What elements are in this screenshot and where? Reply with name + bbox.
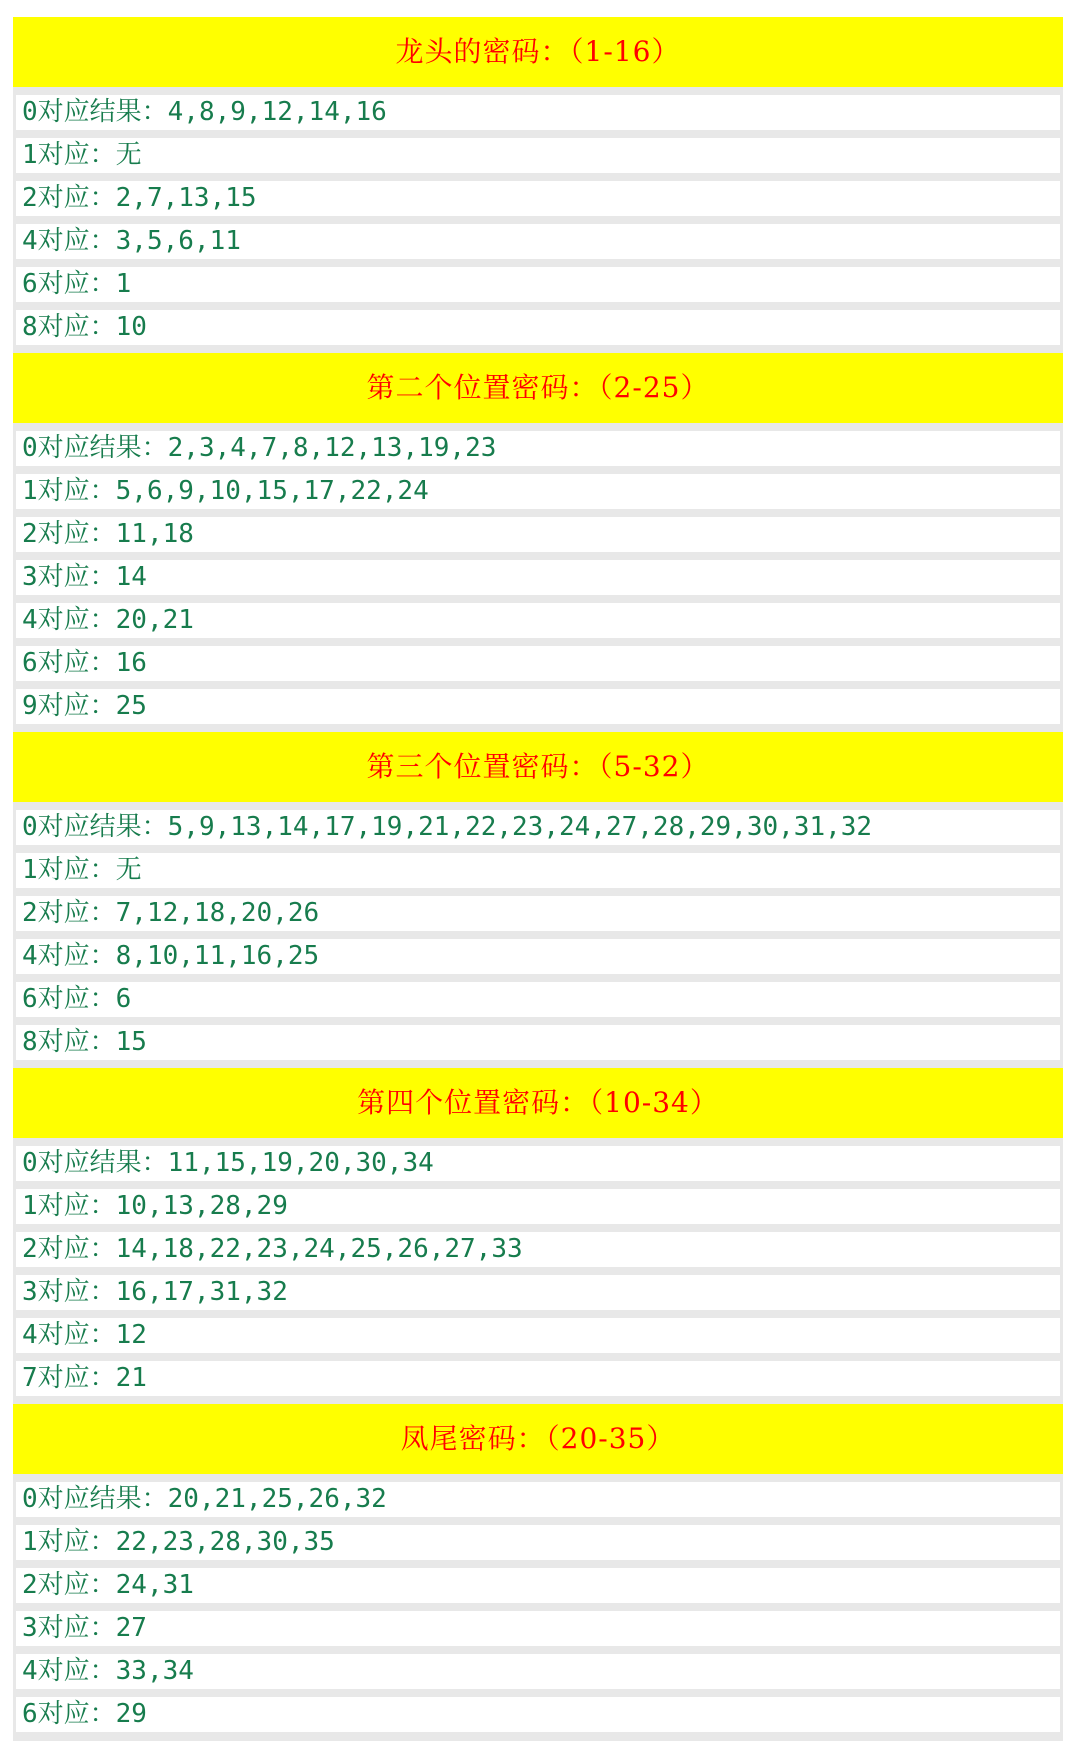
row-label: 4对应： bbox=[22, 1656, 116, 1686]
mapping-row bbox=[16, 1697, 1060, 1732]
mapping-row bbox=[16, 181, 1060, 216]
mapping-row bbox=[16, 1189, 1060, 1224]
section-rows bbox=[13, 1482, 1063, 1732]
row-label: 4对应： bbox=[22, 1320, 116, 1350]
row-value: 4,8,9,12,14,16 bbox=[167, 97, 387, 127]
row-value: 10,13,28,29 bbox=[115, 1191, 288, 1221]
row-value: 8,10,11,16,25 bbox=[115, 941, 320, 971]
mapping-row bbox=[16, 810, 1060, 845]
section-header bbox=[13, 1068, 1063, 1138]
row-label: 1对应： bbox=[22, 140, 116, 170]
row-label: 3对应： bbox=[22, 1277, 116, 1307]
section-title: 第四个位置密码：（10-34） bbox=[357, 1086, 719, 1119]
mapping-row bbox=[16, 560, 1060, 595]
mapping-row bbox=[16, 517, 1060, 552]
row-label: 3对应： bbox=[22, 1613, 116, 1643]
section-title: 第二个位置密码：（2-25） bbox=[366, 371, 710, 404]
section-header bbox=[13, 1404, 1063, 1474]
row-value: 无 bbox=[115, 140, 142, 170]
section-rows bbox=[13, 810, 1063, 1060]
row-value: 6 bbox=[115, 984, 132, 1014]
mapping-row bbox=[16, 982, 1060, 1017]
row-value: 20,21,25,26,32 bbox=[167, 1484, 387, 1514]
mapping-row bbox=[16, 431, 1060, 466]
mapping-row bbox=[16, 1568, 1060, 1603]
row-label: 6对应： bbox=[22, 648, 116, 678]
section-title: 龙头的密码：（1-16） bbox=[395, 35, 681, 68]
row-value: 3,5,6,11 bbox=[115, 226, 241, 256]
row-value: 20,21 bbox=[115, 605, 194, 635]
row-value: 11,15,19,20,30,34 bbox=[167, 1148, 434, 1178]
section-rows bbox=[13, 95, 1063, 345]
row-label: 9对应： bbox=[22, 691, 116, 721]
row-value: 16,17,31,32 bbox=[115, 1277, 288, 1307]
row-value: 33,34 bbox=[115, 1656, 194, 1686]
cipher-section bbox=[13, 1404, 1063, 1732]
row-value: 25 bbox=[115, 691, 147, 721]
row-label: 1对应： bbox=[22, 855, 116, 885]
mapping-row bbox=[16, 224, 1060, 259]
row-label: 3对应： bbox=[22, 562, 116, 592]
mapping-row bbox=[16, 1318, 1060, 1353]
mapping-row bbox=[16, 1361, 1060, 1396]
row-label: 4对应： bbox=[22, 941, 116, 971]
section-rows bbox=[13, 431, 1063, 724]
cipher-table bbox=[13, 17, 1063, 1741]
row-value: 5,9,13,14,17,19,21,22,23,24,27,28,29,30,31,32 bbox=[167, 812, 873, 842]
row-label: 0对应结果： bbox=[22, 97, 168, 127]
section-header bbox=[13, 732, 1063, 802]
row-label: 0对应结果： bbox=[22, 812, 168, 842]
row-label: 8对应： bbox=[22, 1027, 116, 1057]
mapping-row bbox=[16, 689, 1060, 724]
row-label: 1对应： bbox=[22, 1191, 116, 1221]
row-label: 6对应： bbox=[22, 984, 116, 1014]
mapping-row bbox=[16, 603, 1060, 638]
row-label: 2对应： bbox=[22, 1234, 116, 1264]
mapping-row bbox=[16, 1525, 1060, 1560]
mapping-row bbox=[16, 1146, 1060, 1181]
mapping-row bbox=[16, 474, 1060, 509]
row-label: 2对应： bbox=[22, 183, 116, 213]
row-value: 14 bbox=[115, 562, 147, 592]
mapping-row bbox=[16, 939, 1060, 974]
row-value: 29 bbox=[115, 1699, 147, 1729]
cipher-section bbox=[13, 17, 1063, 345]
row-label: 2对应： bbox=[22, 519, 116, 549]
cipher-section bbox=[13, 1068, 1063, 1396]
row-value: 1 bbox=[115, 269, 132, 299]
row-value: 27 bbox=[115, 1613, 147, 1643]
mapping-row bbox=[16, 267, 1060, 302]
row-value: 12 bbox=[115, 1320, 147, 1350]
row-label: 1对应： bbox=[22, 1527, 116, 1557]
row-label: 0对应结果： bbox=[22, 1148, 168, 1178]
section-header bbox=[13, 17, 1063, 87]
row-value: 10 bbox=[115, 312, 147, 342]
section-header bbox=[13, 353, 1063, 423]
row-label: 0对应结果： bbox=[22, 1484, 168, 1514]
row-label: 2对应： bbox=[22, 1570, 116, 1600]
row-label: 0对应结果： bbox=[22, 433, 168, 463]
row-label: 7对应： bbox=[22, 1363, 116, 1393]
mapping-row bbox=[16, 310, 1060, 345]
cipher-section bbox=[13, 732, 1063, 1060]
row-label: 8对应： bbox=[22, 312, 116, 342]
row-label: 4对应： bbox=[22, 605, 116, 635]
mapping-row bbox=[16, 896, 1060, 931]
section-title: 凤尾密码：（20-35） bbox=[400, 1422, 676, 1455]
mapping-row bbox=[16, 1482, 1060, 1517]
mapping-row bbox=[16, 1611, 1060, 1646]
cipher-section bbox=[13, 353, 1063, 724]
row-value: 16 bbox=[115, 648, 147, 678]
mapping-row bbox=[16, 1025, 1060, 1060]
row-value: 2,3,4,7,8,12,13,19,23 bbox=[167, 433, 497, 463]
row-value: 15 bbox=[115, 1027, 147, 1057]
row-value: 2,7,13,15 bbox=[115, 183, 257, 213]
mapping-row bbox=[16, 646, 1060, 681]
row-label: 1对应： bbox=[22, 476, 116, 506]
mapping-row bbox=[16, 1654, 1060, 1689]
section-title: 第三个位置密码：（5-32） bbox=[366, 750, 710, 783]
row-value: 5,6,9,10,15,17,22,24 bbox=[115, 476, 429, 506]
mapping-row bbox=[16, 1275, 1060, 1310]
row-value: 11,18 bbox=[115, 519, 194, 549]
row-label: 4对应： bbox=[22, 226, 116, 256]
row-value: 21 bbox=[115, 1363, 147, 1393]
mapping-row bbox=[16, 1232, 1060, 1267]
row-label: 6对应： bbox=[22, 269, 116, 299]
row-value: 无 bbox=[115, 855, 142, 885]
mapping-row bbox=[16, 138, 1060, 173]
mapping-row bbox=[16, 95, 1060, 130]
mapping-row bbox=[16, 853, 1060, 888]
row-value: 22,23,28,30,35 bbox=[115, 1527, 335, 1557]
row-label: 6对应： bbox=[22, 1699, 116, 1729]
row-label: 2对应： bbox=[22, 898, 116, 928]
row-value: 14,18,22,23,24,25,26,27,33 bbox=[115, 1234, 523, 1264]
row-value: 7,12,18,20,26 bbox=[115, 898, 320, 928]
section-rows bbox=[13, 1146, 1063, 1396]
row-value: 24,31 bbox=[115, 1570, 194, 1600]
